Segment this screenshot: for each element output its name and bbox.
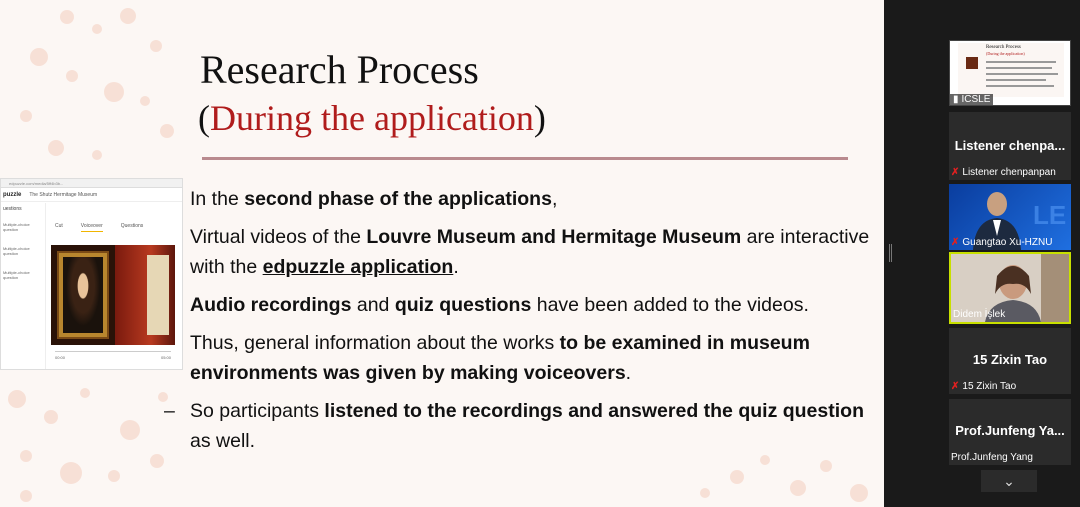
- participant-tile[interactable]: [949, 328, 1071, 394]
- mini-slide: [958, 43, 1064, 97]
- participant-label: Didem İşlek: [953, 309, 1006, 320]
- slide-paragraph: Audio recordings and quiz questions have been added to the videos.: [190, 294, 809, 316]
- subtitle-close-paren: ): [533, 98, 546, 138]
- slide-title: Research Process: [200, 47, 479, 92]
- svg-text:LE: LE: [1033, 200, 1067, 230]
- edpuzzle-time-end: 05:00: [160, 355, 171, 360]
- screen-share-icon: ▮: [953, 94, 959, 105]
- mini-slide-image: [966, 57, 978, 69]
- painting-frame: [57, 251, 109, 339]
- edpuzzle-video-title: The Shutz Hermitage Museum: [29, 191, 98, 198]
- edpuzzle-tab-voiceover: Voiceover: [81, 223, 103, 232]
- scroll-down-chevron-icon[interactable]: ⌄: [981, 470, 1037, 492]
- participant-display-name: Prof.Junfeng Ya...: [955, 423, 1065, 438]
- edpuzzle-screenshot: [0, 178, 183, 370]
- title-divider: [202, 157, 848, 160]
- edpuzzle-question-item: Multiple-choice question: [3, 270, 30, 280]
- subtitle-open-paren: (: [198, 98, 210, 138]
- panel-resize-handle[interactable]: [889, 244, 892, 262]
- edpuzzle-video-frame: [51, 245, 175, 345]
- slide-subtitle: [198, 100, 546, 136]
- slide-paragraph: In the second phase of the applications,: [190, 188, 558, 210]
- edpuzzle-link: edpuzzle application: [262, 256, 454, 278]
- edpuzzle-question-item: Multiple-choice question: [3, 246, 30, 256]
- subtitle-text: During the application: [210, 98, 534, 138]
- participant-tile[interactable]: [949, 112, 1071, 180]
- participant-label: ✗ Listener chenpanpan: [951, 167, 1056, 178]
- edpuzzle-logo: puzzle: [3, 191, 22, 198]
- mini-slide-subtitle: (During the application): [986, 51, 1025, 56]
- edpuzzle-question-list: [1, 203, 46, 369]
- mini-slide-title: Research Process: [986, 45, 1021, 50]
- participant-display-name: Listener chenpa...: [954, 138, 1066, 153]
- edpuzzle-video-controls: [51, 345, 175, 367]
- participant-tile[interactable]: [949, 184, 1071, 250]
- mic-muted-icon: ✗: [951, 381, 960, 392]
- participant-label: ✗ 15 Zixin Tao: [951, 381, 1017, 392]
- painting: [63, 257, 103, 333]
- slide-paragraph: Virtual videos of the Louvre Museum and Hermitage Museum are interactive with the edpuzzle application.: [190, 226, 870, 278]
- participant-label: Prof.Junfeng Yang: [951, 452, 1033, 463]
- edpuzzle-header: [1, 188, 182, 202]
- slide-paragraph: Thus, general information about the works to be examined in museum environments was given by making voiceovers.: [190, 332, 810, 384]
- edpuzzle-tabs: [55, 223, 143, 232]
- edpuzzle-progress-bar: [55, 351, 171, 352]
- participant-label: ✗ Guangtao Xu-HZNU: [951, 237, 1053, 248]
- edpuzzle-tab-cut: Cut: [55, 223, 63, 229]
- shared-screen-thumbnail[interactable]: [949, 40, 1071, 106]
- share-label: ▮ ICSLE: [950, 94, 993, 105]
- bullet-dash: –: [164, 400, 175, 422]
- mic-muted-icon: ✗: [951, 167, 960, 178]
- participant-tile-active-speaker[interactable]: [949, 252, 1071, 324]
- museum-doorway: [147, 255, 169, 335]
- mic-muted-icon: ✗: [951, 237, 960, 248]
- edpuzzle-url: edpuzzle.com/media/5ff4b3b...: [1, 179, 182, 188]
- participant-tile[interactable]: [949, 399, 1071, 465]
- edpuzzle-side-heading: uestions: [3, 206, 22, 212]
- slide-bullet: – So participants listened to the recordings and answered the quiz question as well.: [190, 396, 870, 456]
- edpuzzle-time-start: 00:00: [55, 355, 66, 360]
- edpuzzle-question-item: Multiple-choice question: [3, 222, 30, 232]
- participant-display-name: 15 Zixin Tao: [972, 352, 1048, 367]
- edpuzzle-tab-questions: Questions: [120, 223, 144, 229]
